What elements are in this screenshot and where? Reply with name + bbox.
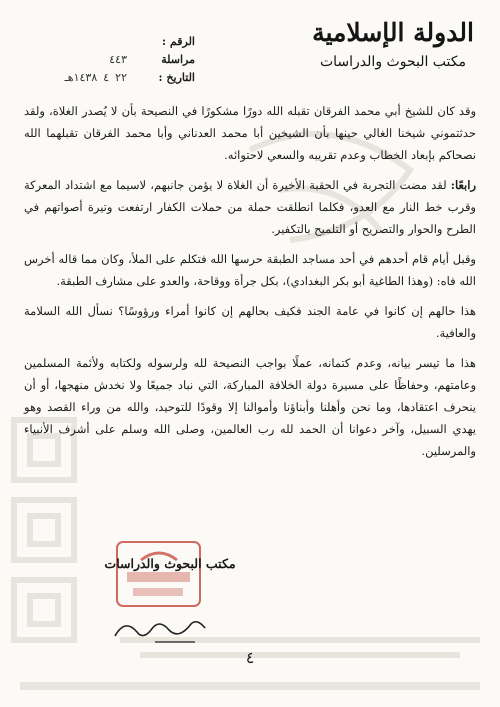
paragraph-5: هذا ما تيسر بيانه، وعدم كتمانه، عملًا بواجب النصيحة لله ولرسوله ولكتابه ولأئمة المسلمين وعامتهم، وحفاظًا على مسيرة دولة الخلافة المباركة، التي نباد جميعًا ولا نخدش منهجها، أو أن ينحرف اعتقادها، وما نحن وأهلنا وأبناؤنا وأموالنا إلا وقودًا للتوحيد، والله من وراء القصد وهو يهدي السبيل، وآخر دعوانا أن الحمد لله رب العالمين، وصلى الله وسلم على أشرف الأنبياء والمرسلين. — [24, 356, 476, 458]
organization-title: الدولة الإسلامية — [312, 18, 474, 47]
number-row — [20, 32, 195, 50]
paragraph-2 — [24, 174, 476, 240]
office-seal-stamp — [111, 538, 206, 610]
date-label: التاريخ : — [158, 70, 195, 84]
paragraph-3: وقبل أيام قام أحدهم في أحد مساجد الطبقة حرسها الله فتكلم على الملأ، وكان مما قاله أخرس الله فاه: (وهذا الطاغية أبو بكر البغدادي)، بكل جرأة ووقاحة، والعدو على مشارف الطبقة. — [24, 252, 476, 288]
paragraph-1: وقد كان للشيخ أبي محمد الفرقان تقبله الله دورًا مشكورًا في النصيحة بأن لا يُصدر الغلاة، ولقد حدثتموني شيخنا الغالي حينها بأن الشيخين أبا محمد العدناني وأبا محمد الفرقان تقبلهما الله نصحاكم بإبعاد الخطاب وعدم تقريبه والسعي لاحتوائه. — [24, 104, 476, 162]
footer-ornament — [20, 676, 480, 696]
correspondence-label: مراسلة — [161, 52, 195, 66]
paragraph-4: هذا حالهم إن كانوا في عامة الجند فكيف بحالهم إن كانوا أمراء ورؤوسًا؟ نسأل الله السلامة والعافية. — [24, 304, 476, 340]
correspondence-value: ٤٤٣ — [109, 52, 127, 66]
document-meta — [20, 32, 195, 86]
number-label: الرقم : — [162, 34, 195, 48]
signature-block — [95, 538, 245, 658]
date-year: ١٤٣٨هـ — [64, 70, 98, 84]
date-month: ٤ — [103, 70, 110, 84]
organization-logo — [308, 18, 478, 78]
paragraph-2-lead: رابعًا: — [450, 178, 476, 192]
handwritten-signature — [95, 608, 245, 654]
date-day: ٢٢ — [115, 70, 127, 84]
letter-body — [24, 100, 476, 470]
paragraph-2-text: لقد مضت التجربة في الحقبة الأخيرة أن الغلاة لا يؤمن جانبهم، لاسيما مع اشتداد المعركة وقرب خط النار مع العدو، فكلما انطلقت حملة من حملات الكفار ارتفعت وتيرة أصواتهم في الطرح والحوار والتصريح أو التلميح بالتكفير. — [24, 178, 476, 236]
date-row — [20, 68, 195, 86]
organization-subtitle: مكتب البحوث والدراسات — [319, 54, 467, 70]
correspondence-row — [20, 50, 195, 68]
office-signature-label: مكتب البحوث والدراسات — [104, 556, 236, 571]
page-number: ٤ — [245, 648, 255, 667]
